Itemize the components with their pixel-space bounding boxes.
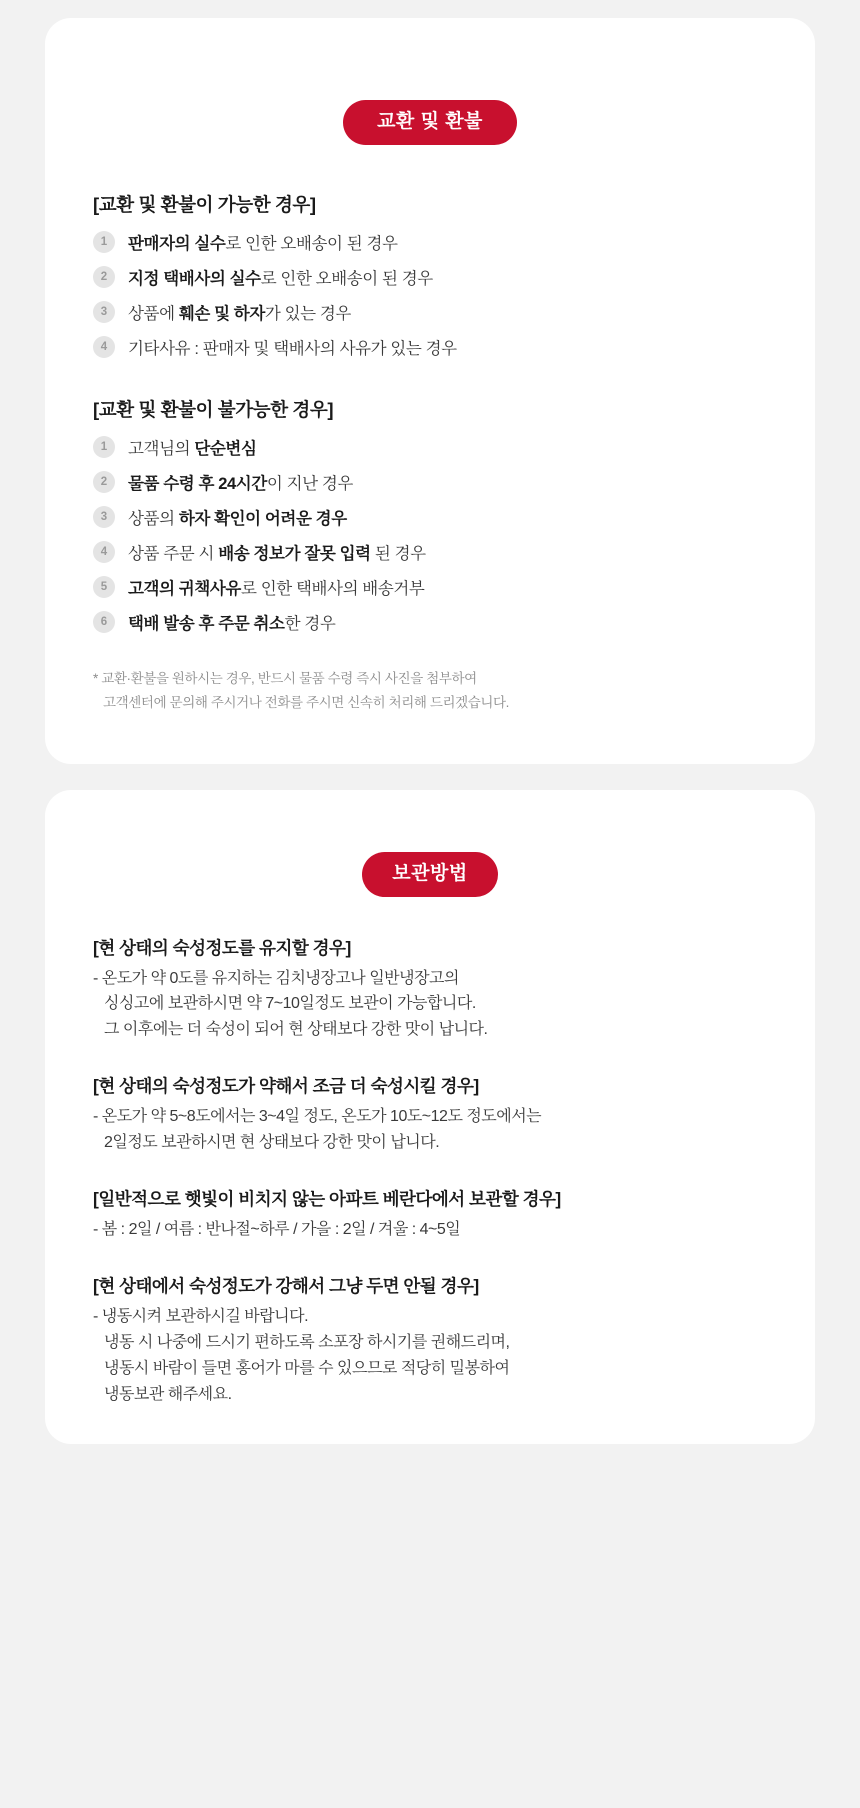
list-item-number: 3 <box>93 301 115 323</box>
storage-block-line: - 냉동시켜 보관하시길 바랍니다. <box>93 1307 309 1325</box>
storage-block-line: 냉동보관 해주세요. <box>104 1385 232 1403</box>
list-item-label: 상품 주문 시 배송 정보가 잘못 입력 된 경우 <box>128 544 426 563</box>
storage-block-line: 냉동시 바람이 들면 홍어가 마를 수 있으므로 적당히 밀봉하여 <box>104 1359 510 1377</box>
list-item-number: 3 <box>93 506 115 528</box>
refund-impossible-list <box>93 432 767 637</box>
storage-block-title: [현 상태의 숙성정도가 약해서 조금 더 숙성시킬 경우] <box>93 1076 479 1097</box>
storage-card <box>45 790 815 1444</box>
refund-card <box>45 18 815 764</box>
storage-block-line: 싱싱고에 보관하시면 약 7~10일정도 보관이 가능합니다. <box>104 995 476 1013</box>
list-item <box>93 297 767 327</box>
list-item <box>93 607 767 637</box>
list-item-number: 1 <box>93 231 115 253</box>
storage-block <box>93 1273 767 1408</box>
list-item-label: 상품에 훼손 및 하자가 있는 경우 <box>128 304 351 323</box>
list-item-number: 5 <box>93 576 115 598</box>
refund-impossible-title: [교환 및 환불이 불가능한 경우] <box>93 398 334 420</box>
list-item-number: 2 <box>93 266 115 288</box>
list-item <box>93 502 767 532</box>
list-item-label: 택배 발송 후 주문 취소한 경우 <box>128 614 336 633</box>
storage-badge: 보관방법 <box>362 852 497 897</box>
list-item-number: 6 <box>93 611 115 633</box>
storage-block-title: [현 상태에서 숙성정도가 강해서 그냥 두면 안될 경우] <box>93 1275 479 1296</box>
list-item <box>93 262 767 292</box>
storage-block-line: - 온도가 약 5~8도에서는 3~4일 정도, 온도가 10도~12도 정도에서는 <box>93 1108 542 1126</box>
storage-badge-wrap <box>45 852 815 897</box>
refund-note <box>93 667 767 714</box>
list-item-label: 판매자의 실수로 인한 오배송이 된 경우 <box>128 234 398 253</box>
list-item <box>93 432 767 462</box>
list-item <box>93 467 767 497</box>
storage-block <box>93 1073 767 1156</box>
storage-block-line: - 온도가 약 0도를 유지하는 김치냉장고나 일반냉장고의 <box>93 969 459 987</box>
refund-note-line-1: * 교환·환불을 원하시는 경우, 반드시 물품 수령 즉시 사진을 첨부하여 <box>93 670 477 686</box>
list-item <box>93 537 767 567</box>
storage-block <box>93 935 767 1044</box>
list-item-label: 지정 택배사의 실수로 인한 오배송이 된 경우 <box>128 269 433 288</box>
refund-badge-wrap <box>45 100 815 145</box>
list-item-number: 2 <box>93 471 115 493</box>
storage-block-line: - 봄 : 2일 / 여름 : 반나절~하루 / 가을 : 2일 / 겨울 : 4~5일 <box>93 1221 461 1239</box>
list-item <box>93 227 767 257</box>
refund-badge: 교환 및 환불 <box>343 100 517 145</box>
refund-possible-list <box>93 227 767 362</box>
storage-block-line: 2일정도 보관하시면 현 상태보다 강한 맛이 납니다. <box>104 1134 440 1152</box>
refund-card-body <box>45 191 815 714</box>
list-item-label: 기타사유 : 판매자 및 택배사의 사유가 있는 경우 <box>128 339 457 358</box>
list-item <box>93 572 767 602</box>
storage-block-line: 그 이후에는 더 숙성이 되어 현 상태보다 강한 맛이 납니다. <box>104 1021 488 1039</box>
list-item-label: 물품 수령 후 24시간이 지난 경우 <box>128 474 353 493</box>
list-item-number: 4 <box>93 541 115 563</box>
list-item-label: 고객의 귀책사유로 인한 택배사의 배송거부 <box>128 579 425 598</box>
refund-possible-title: [교환 및 환불이 가능한 경우] <box>93 193 316 215</box>
list-item-number: 1 <box>93 436 115 458</box>
storage-card-body <box>45 935 815 1408</box>
storage-block-line: 냉동 시 나중에 드시기 편하도록 소포장 하시기를 권해드리며, <box>104 1333 510 1351</box>
list-item-label: 고객님의 단순변심 <box>128 439 257 458</box>
list-item-label: 상품의 하자 확인이 어려운 경우 <box>128 509 347 528</box>
storage-block-title: [현 상태의 숙성정도를 유지할 경우] <box>93 937 351 958</box>
storage-block <box>93 1186 767 1243</box>
list-item <box>93 332 767 362</box>
refund-note-line-2: 고객센터에 문의해 주시거나 전화를 주시면 신속히 처리해 드리겠습니다. <box>103 694 510 710</box>
storage-block-title: [일반적으로 햇빛이 비치지 않는 아파트 베란다에서 보관할 경우] <box>93 1189 561 1210</box>
list-item-number: 4 <box>93 336 115 358</box>
